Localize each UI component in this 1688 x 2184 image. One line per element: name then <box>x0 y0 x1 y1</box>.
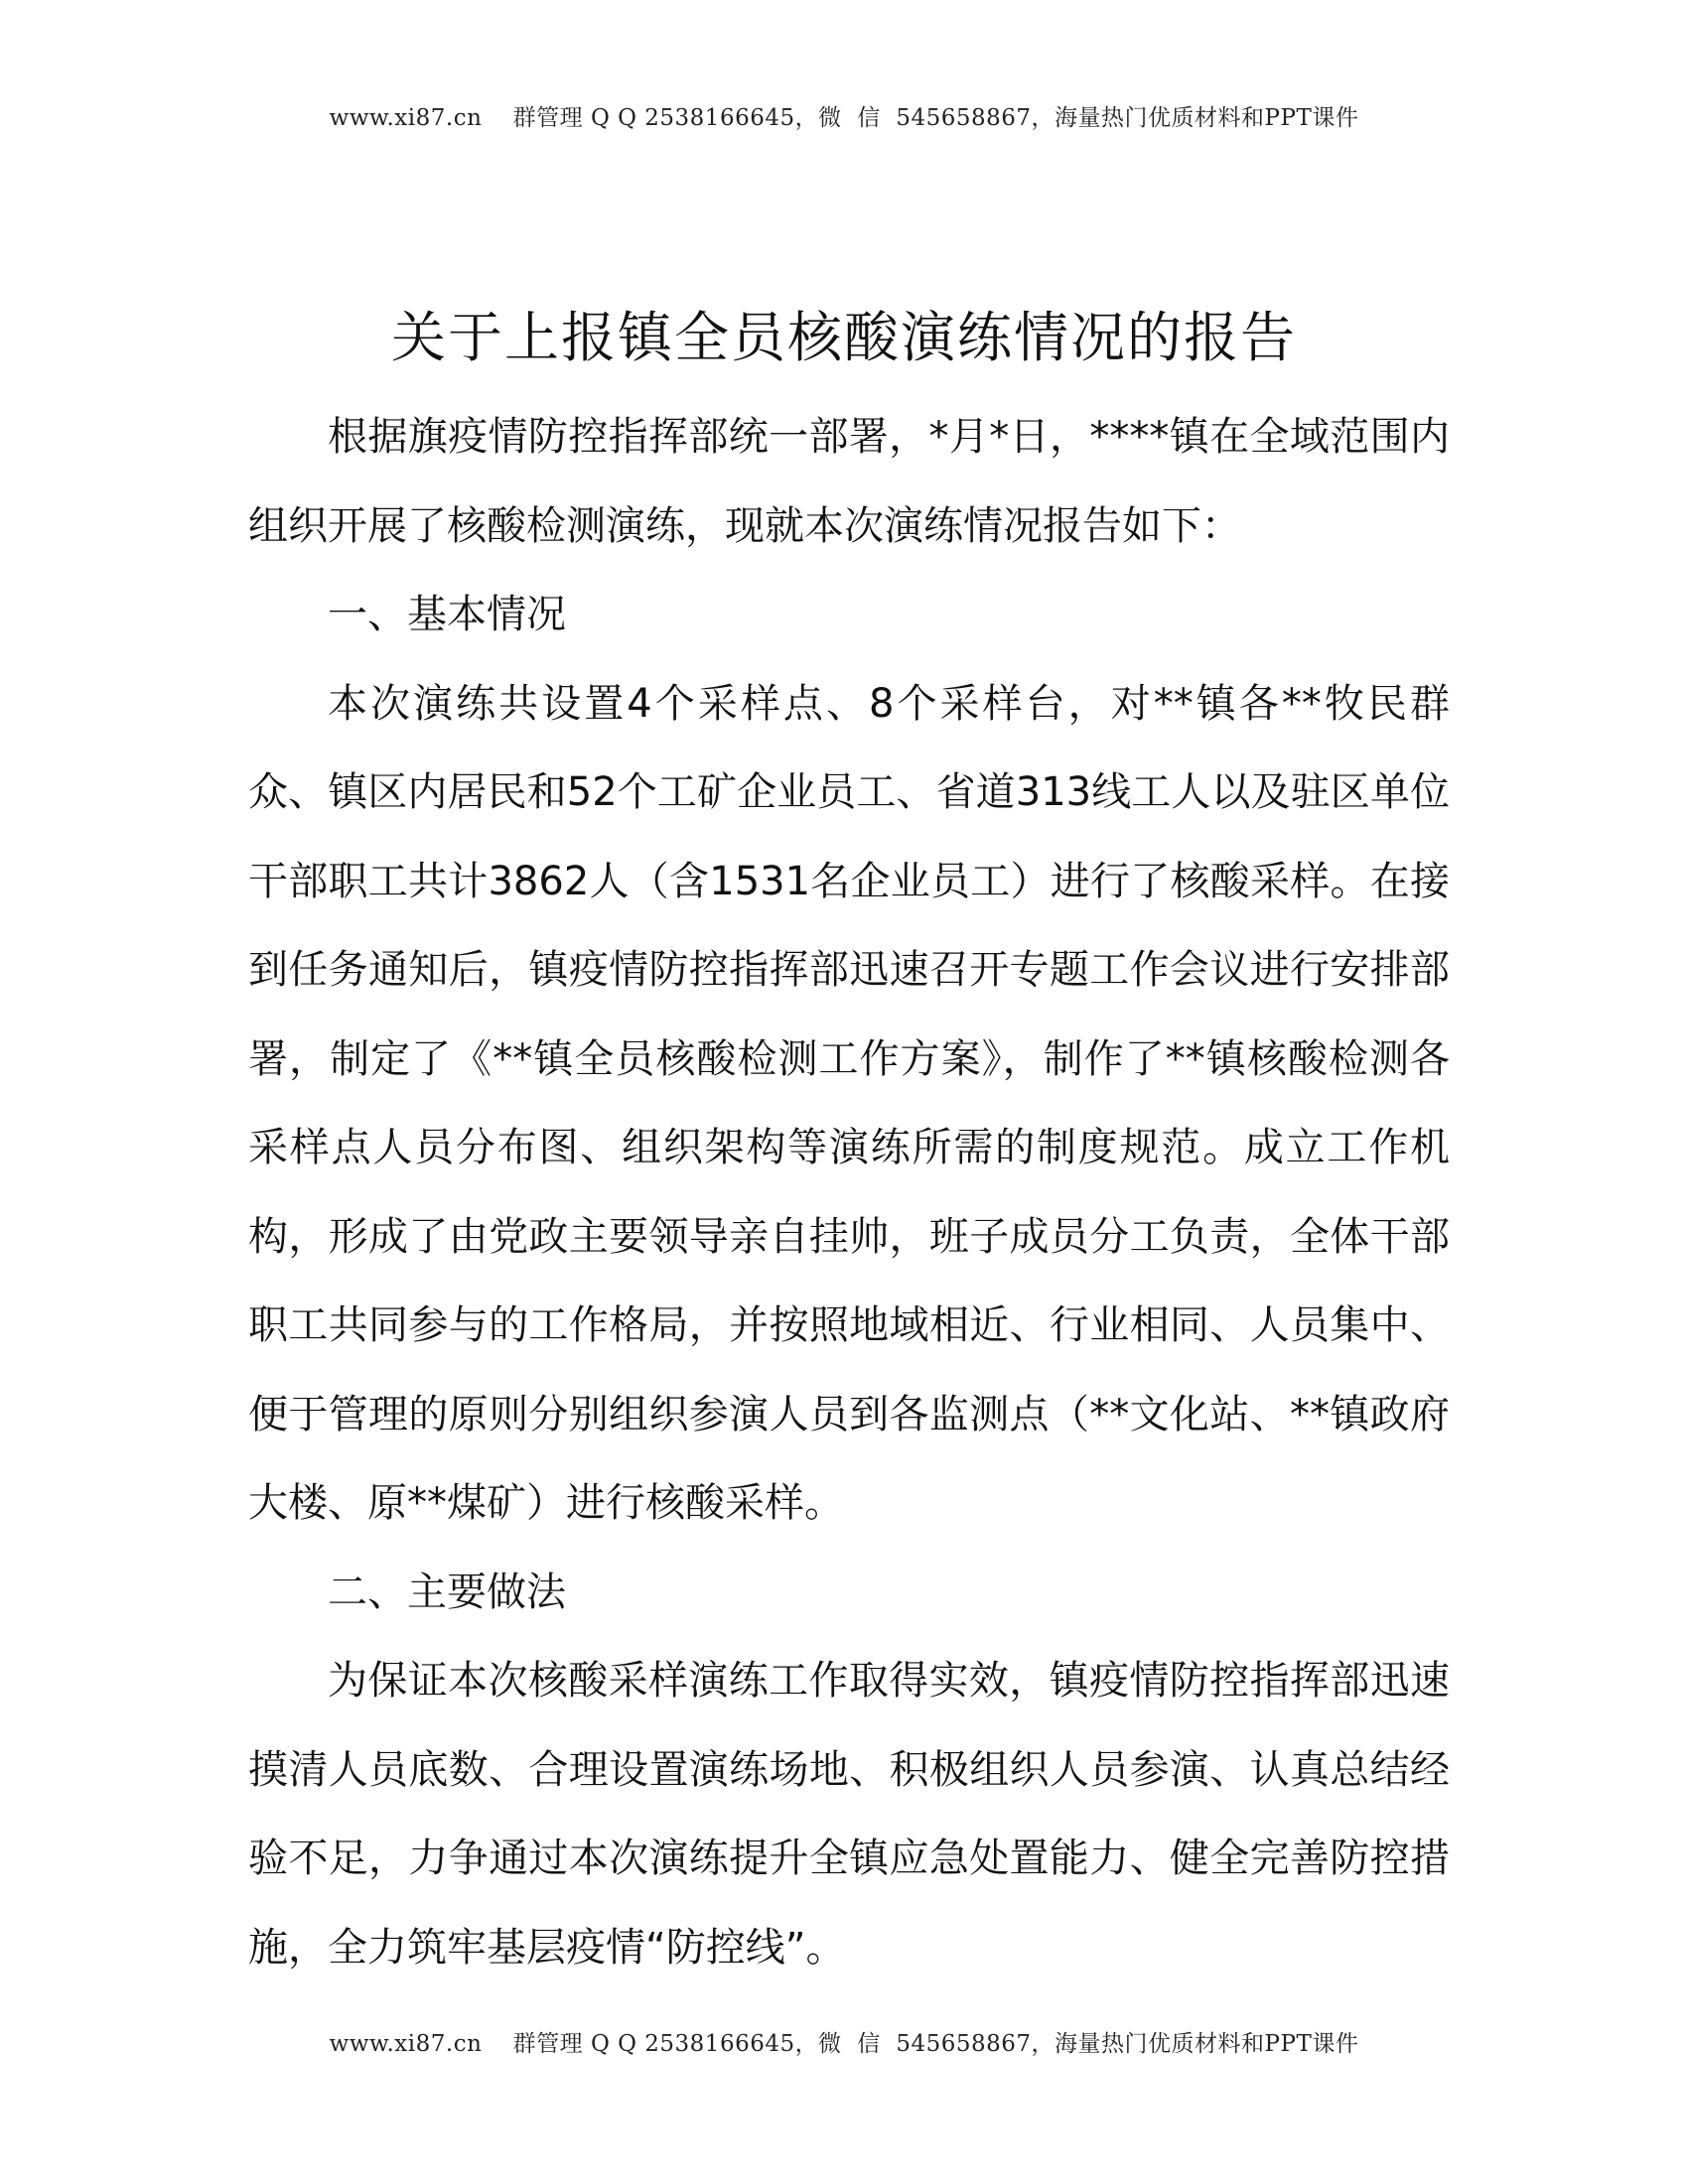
basic-situation-paragraph: 本次演练共设置4个采样点、8个采样台，对**镇各**牧民群众、镇区内居民和52个工矿企业员工、省道313线工人以及驻区单位干部职工共计3862人（含1531名企业员工）进行了核酸采样。在接到任务通知后，镇疫情防控指挥部迅速召开专题工作会议进行安排部署，制定了《**镇全员核酸检测工作方案》，制作了**镇核酸检测各采样点人员分布图、组织架构等演练所需的制度规范。成立工作机构，形成了由党政主要领导亲自挂帅，班子成员分工负责，全体干部职工共同参与的工作格局，并按照地域相近、行业相同、人员集中、便于管理的原则分别组织参演人员到各监测点（**文化站、**镇政府大楼、原**煤矿）进行核酸采样。 <box>248 680 1450 1526</box>
page-header-watermark-text: www.xi87.cn 群管理 Q Q 2538166645，微 信 545658867，海量热门优质材料和PPT课件 <box>329 105 1359 131</box>
main-practices-paragraph: 为保证本次核酸采样演练工作取得实效，镇疫情防控指挥部迅速摸清人员底数、合理设置演练场地、积极组织人员参演、认真总结经验不足，力争通过本次演练提升全镇应急处置能力、健全完善防控措施，全力筑牢基层疫情“防控线”。 <box>248 1658 1450 1971</box>
section-heading-main-practices: 二、主要做法 <box>328 1569 566 1615</box>
section-heading-basic-situation: 一、基本情况 <box>328 592 566 637</box>
document-body <box>248 393 1450 1992</box>
document-title: 关于上报镇全员核酸演练情况的报告 <box>390 306 1297 369</box>
intro-paragraph: 根据旗疫情防控指挥部统一部署，*月*日，****镇在全域范围内组织开展了核酸检测演练，现就本次演练情况报告如下： <box>248 414 1450 549</box>
page-footer-watermark-text: www.xi87.cn 群管理 Q Q 2538166645，微 信 545658867，海量热门优质材料和PPT课件 <box>329 2031 1359 2057</box>
